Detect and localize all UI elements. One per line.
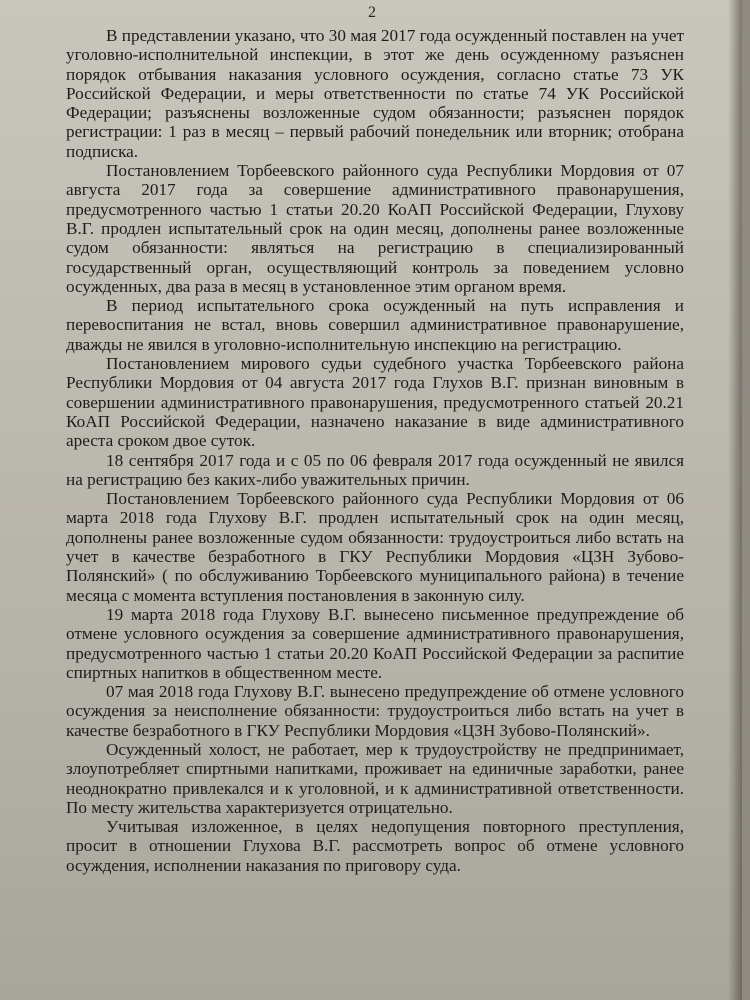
document-body xyxy=(66,26,684,875)
paragraph-magistrate-ruling: Постановлением мирового судьи судебного участка Торбеевского района Республики Мордовия от 04 августа 2017 года Глухов В.Г. признан виновным в совершении административного правонарушения, предусмотренного статьей 20.21 КоАП Российской Федерации, назначено наказание в виде административного ареста сроком двое суток. xyxy=(66,354,684,451)
paragraph-missed-registrations: 18 сентября 2017 года и с 05 по 06 февраля 2017 года осужденный не явился на регистрацию без каких-либо уважительных причин. xyxy=(66,450,684,489)
paragraph-characterization: Осужденный холост, не работает, мер к трудоустройству не предпринимает, злоупотребляет спиртными напитками, проживает на единичные заработки, ранее неоднократно привлекался и к уголовной, и к административной ответственности. По месту жительства характеризуется отрицательно. xyxy=(66,739,684,817)
paragraph-court-ruling-march-2018: Постановлением Торбеевского районного суда Республики Мордовия от 06 марта 2018 года Глухову В.Г. продлен испытательный срок на один месяц, дополнены ранее возложенные судом обязанности: трудоустроиться либо встать на учет в качестве безработного в ГКУ Республики Мордовия «ЦЗН Зубово-Полянский» ( по обслуживанию Торбеевского муниципального района) в течение месяца с момента вступления постановления в законную силу. xyxy=(66,489,684,605)
paragraph-warning-may-2018: 07 мая 2018 года Глухову В.Г. вынесено предупреждение об отмене условного осуждения за неисполнение обязанности: трудоустроиться либо встать на учет в качестве безработного в ГКУ Республики Мордовия «ЦЗН Зубово-Полянский». xyxy=(66,682,684,740)
page-number: 2 xyxy=(368,4,376,21)
paragraph-warning-march-2018: 19 марта 2018 года Глухову В.Г. вынесено письменное предупреждение об отмене условного осуждения за совершение административного правонарушения, предусмотренного частью 1 статьи 20.20 КоАП Российской Федерации за распитие спиртных напитков в общественном месте. xyxy=(66,604,684,682)
paragraph-request: Учитывая изложенное, в целях недопущения повторного преступления, просит в отношении Глухова В.Г. рассмотреть вопрос об отмене условного осуждения, исполнении наказания по приговору суда. xyxy=(66,817,684,875)
page-edge-shadow xyxy=(728,0,742,1000)
paragraph-probation-violations: В период испытательного срока осужденный на путь исправления и перевоспитания не встал, вновь совершил административное правонарушение, дважды не явился в уголовно-исполнительную инспекцию на регистрацию. xyxy=(66,296,684,354)
paragraph-registration-info: В представлении указано, что 30 мая 2017 года осужденный поставлен на учет уголовно-исполнительной инспекции, в этот же день осужденному разъяснен порядок отбывания наказания условного осуждения, согласно статье 73 УК Российской Федерации, и меры ответственности по статье 74 УК Российской Федерации; разъяснены возложенные судом обязанности; разъяснен порядок регистрации: 1 раз в месяц – первый рабочий понедельник или вторник; отобрана подписка. xyxy=(66,26,684,161)
paragraph-court-ruling-august-2017: Постановлением Торбеевского районного суда Республики Мордовия от 07 августа 2017 года за совершение административного правонарушения, предусмотренного частью 1 статьи 20.20 КоАП Российской Федерации, Глухову В.Г. продлен испытательный срок на один месяц, дополнены ранее возложенные судом обязанности: являться на регистрацию в специализированный государственный орган, осуществляющий контроль за поведением условно осужденных, два раза в месяц в установленное этим органом время. xyxy=(66,161,684,296)
